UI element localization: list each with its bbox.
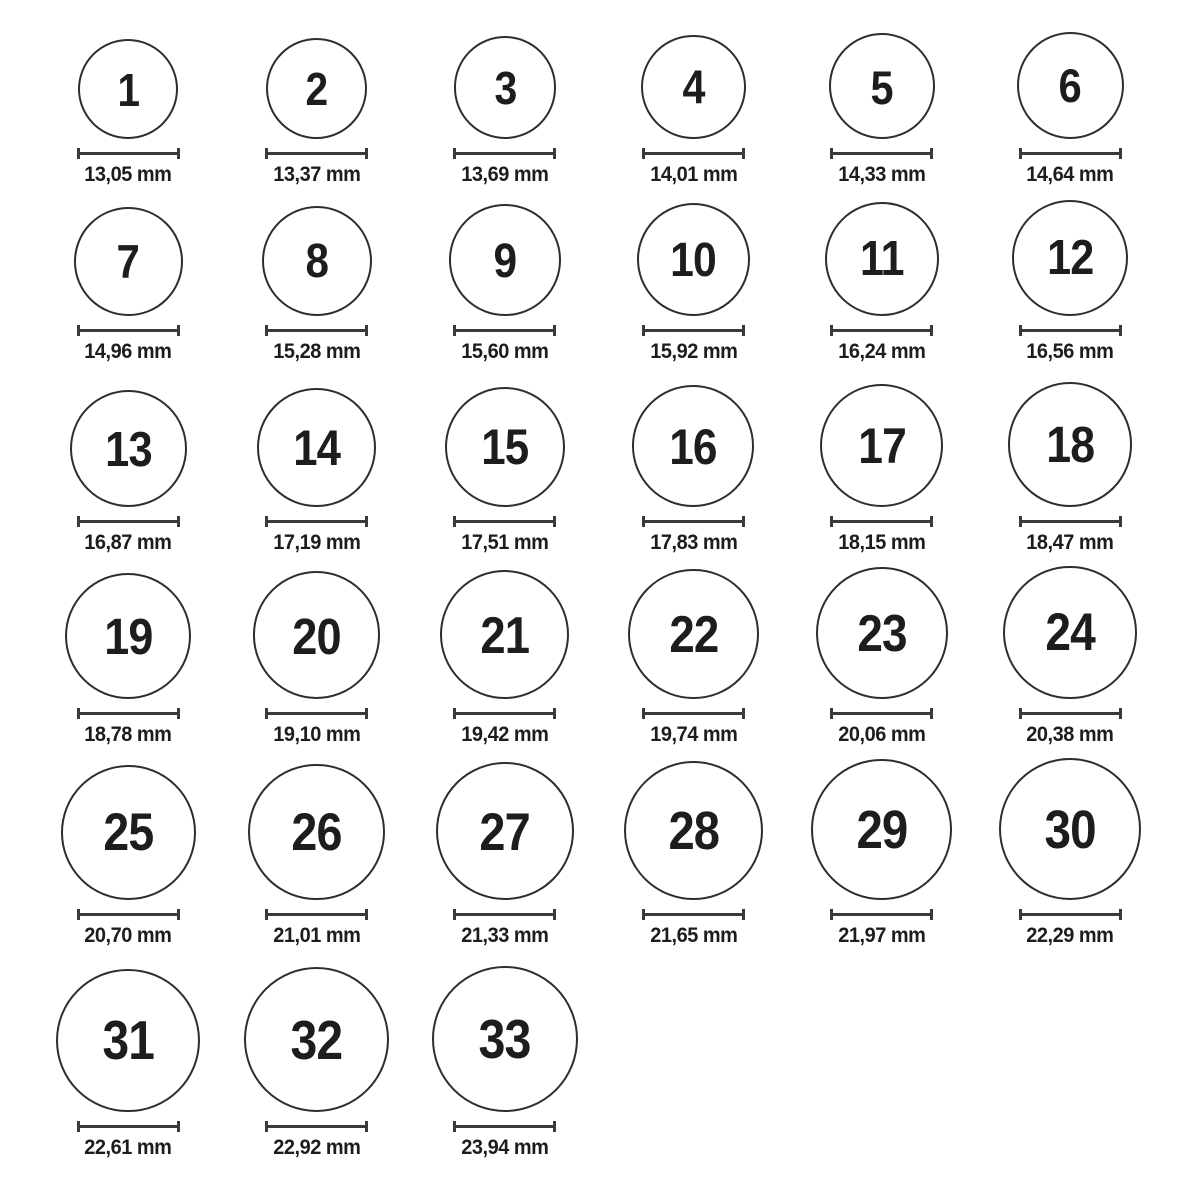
ring-cell xyxy=(411,204,599,364)
ring-cell xyxy=(788,384,976,555)
measure-end-tick-right xyxy=(930,325,933,336)
diameter-measure-bar xyxy=(1019,708,1122,719)
measure-line xyxy=(266,329,367,332)
ring-circle xyxy=(74,207,183,316)
ring-row xyxy=(0,364,1200,555)
ring-circle xyxy=(811,759,952,900)
ring-cell xyxy=(34,207,222,364)
ring-cell xyxy=(788,759,976,948)
measure-end-tick-right xyxy=(742,909,745,920)
diameter-label: 22,29 mm xyxy=(1026,924,1114,947)
diameter-measure-bar xyxy=(265,148,368,159)
ring-size-number: 19 xyxy=(104,608,153,666)
diameter-label: 22,92 mm xyxy=(273,1136,361,1159)
measure-line xyxy=(831,712,932,715)
diameter-measure-bar xyxy=(453,148,556,159)
measure-end-tick-right xyxy=(177,708,180,719)
diameter-measure-bar xyxy=(453,909,556,920)
diameter-label: 19,74 mm xyxy=(649,723,737,746)
measure-line xyxy=(266,1125,367,1128)
measure-end-tick-right xyxy=(553,148,556,159)
measure-line xyxy=(1020,712,1121,715)
ring-size-number: 7 xyxy=(116,235,140,289)
ring-cell xyxy=(411,36,599,187)
diameter-label: 17,51 mm xyxy=(461,531,549,554)
diameter-measure-bar xyxy=(265,1121,368,1132)
measure-end-tick-right xyxy=(553,325,556,336)
diameter-measure-bar xyxy=(830,708,933,719)
diameter-measure-bar xyxy=(1019,516,1122,527)
measure-end-tick-right xyxy=(365,909,368,920)
ring-circle xyxy=(262,206,372,316)
measure-end-tick-right xyxy=(365,325,368,336)
measure-line xyxy=(1020,329,1121,332)
diameter-label: 14,01 mm xyxy=(649,163,737,186)
measure-line xyxy=(831,152,932,155)
ring-size-number: 33 xyxy=(478,1008,531,1071)
ring-circle xyxy=(440,570,569,699)
measure-line xyxy=(1020,913,1121,916)
measure-end-tick-right xyxy=(742,148,745,159)
ring-cell xyxy=(788,567,976,747)
measure-end-tick-right xyxy=(177,325,180,336)
ring-circle xyxy=(432,966,578,1112)
diameter-label: 22,61 mm xyxy=(84,1136,172,1159)
ring-cell xyxy=(976,382,1164,555)
diameter-label: 13,05 mm xyxy=(84,163,172,186)
measure-line xyxy=(1020,520,1121,523)
diameter-label: 16,24 mm xyxy=(838,340,926,363)
measure-line xyxy=(454,520,555,523)
diameter-measure-bar xyxy=(265,909,368,920)
measure-line xyxy=(78,712,179,715)
diameter-measure-bar xyxy=(77,909,180,920)
diameter-label: 15,92 mm xyxy=(649,340,737,363)
measure-end-tick-right xyxy=(365,516,368,527)
ring-size-number: 31 xyxy=(102,1010,154,1072)
ring-cell xyxy=(411,570,599,747)
ring-size-number: 21 xyxy=(480,605,530,664)
ring-size-number: 6 xyxy=(1058,59,1082,113)
diameter-label: 18,15 mm xyxy=(838,531,926,554)
measure-line xyxy=(454,913,555,916)
measure-end-tick-right xyxy=(930,148,933,159)
measure-end-tick-right xyxy=(1119,325,1122,336)
diameter-label: 18,78 mm xyxy=(84,723,172,746)
diameter-measure-bar xyxy=(642,909,745,920)
measure-line xyxy=(78,520,179,523)
ring-circle xyxy=(61,765,196,900)
measure-end-tick-right xyxy=(930,708,933,719)
ring-cell xyxy=(599,761,787,948)
ring-size-number: 3 xyxy=(494,62,516,115)
ring-row xyxy=(0,948,1200,1160)
measure-end-tick-right xyxy=(553,909,556,920)
ring-cell xyxy=(34,390,222,555)
ring-row xyxy=(0,0,1200,187)
ring-circle xyxy=(1008,382,1133,507)
ring-size-number: 10 xyxy=(670,233,717,288)
ring-circle xyxy=(624,761,763,900)
measure-end-tick-right xyxy=(1119,708,1122,719)
ring-size-number: 20 xyxy=(292,607,341,665)
diameter-label: 23,94 mm xyxy=(461,1136,549,1159)
diameter-label: 14,64 mm xyxy=(1026,163,1114,186)
ring-circle xyxy=(820,384,943,507)
ring-circle xyxy=(445,387,565,507)
measure-end-tick-right xyxy=(365,708,368,719)
measure-end-tick-right xyxy=(553,708,556,719)
diameter-label: 21,33 mm xyxy=(461,924,549,947)
ring-cell xyxy=(788,202,976,365)
ring-cell xyxy=(411,966,599,1160)
diameter-label: 21,97 mm xyxy=(838,924,926,947)
diameter-measure-bar xyxy=(77,148,180,159)
diameter-measure-bar xyxy=(77,708,180,719)
ring-size-number: 30 xyxy=(1044,799,1096,860)
ring-cell xyxy=(976,200,1164,364)
ring-size-number: 15 xyxy=(481,418,529,475)
ring-cell xyxy=(222,206,410,364)
diameter-measure-bar xyxy=(642,148,745,159)
ring-circle xyxy=(248,764,384,900)
measure-line xyxy=(266,913,367,916)
diameter-measure-bar xyxy=(265,516,368,527)
measure-line xyxy=(78,152,179,155)
diameter-measure-bar xyxy=(830,516,933,527)
measure-line xyxy=(643,712,744,715)
diameter-measure-bar xyxy=(830,325,933,336)
diameter-label: 15,28 mm xyxy=(273,340,361,363)
measure-line xyxy=(78,1125,179,1128)
diameter-measure-bar xyxy=(830,909,933,920)
measure-line xyxy=(78,913,179,916)
measure-end-tick-right xyxy=(930,516,933,527)
ring-size-number: 32 xyxy=(290,1009,343,1072)
ring-circle xyxy=(454,36,557,139)
ring-cell xyxy=(34,765,222,948)
ring-circle xyxy=(266,38,367,139)
diameter-measure-bar xyxy=(1019,325,1122,336)
diameter-measure-bar xyxy=(642,325,745,336)
measure-line xyxy=(643,913,744,916)
measure-end-tick-right xyxy=(553,1121,556,1132)
measure-end-tick-right xyxy=(553,516,556,527)
ring-circle xyxy=(816,567,948,699)
measure-line xyxy=(831,520,932,523)
ring-circle xyxy=(628,569,758,699)
ring-cell xyxy=(599,203,787,364)
diameter-measure-bar xyxy=(1019,148,1122,159)
measure-line xyxy=(266,712,367,715)
ring-cell xyxy=(411,387,599,555)
diameter-label: 17,19 mm xyxy=(273,531,361,554)
diameter-label: 19,42 mm xyxy=(461,723,549,746)
ring-circle xyxy=(641,35,745,139)
diameter-measure-bar xyxy=(830,148,933,159)
measure-line xyxy=(266,152,367,155)
ring-circle xyxy=(1003,566,1136,699)
measure-end-tick-right xyxy=(177,1121,180,1132)
diameter-measure-bar xyxy=(453,1121,556,1132)
measure-line xyxy=(831,913,932,916)
measure-end-tick-right xyxy=(742,325,745,336)
measure-end-tick-right xyxy=(1119,148,1122,159)
ring-size-number: 16 xyxy=(669,419,718,476)
ring-size-number: 24 xyxy=(1045,604,1095,663)
diameter-measure-bar xyxy=(453,325,556,336)
diameter-label: 16,56 mm xyxy=(1026,340,1114,363)
ring-size-number: 28 xyxy=(668,801,719,861)
ring-cell xyxy=(976,758,1164,948)
ring-cell xyxy=(222,764,410,948)
measure-end-tick-right xyxy=(1119,909,1122,920)
ring-size-number: 13 xyxy=(104,421,152,477)
measure-end-tick-right xyxy=(177,148,180,159)
ring-cell xyxy=(222,38,410,187)
ring-cell xyxy=(34,573,222,747)
diameter-measure-bar xyxy=(1019,909,1122,920)
ring-cell xyxy=(976,566,1164,747)
ring-circle xyxy=(56,969,200,1113)
ring-size-number: 23 xyxy=(857,604,907,663)
diameter-measure-bar xyxy=(77,1121,180,1132)
ring-circle xyxy=(78,39,178,139)
ring-size-number: 18 xyxy=(1046,416,1095,474)
ring-circle xyxy=(1017,32,1124,139)
ring-size-number: 29 xyxy=(856,799,908,860)
ring-row xyxy=(0,187,1200,364)
ring-size-number: 11 xyxy=(859,232,904,287)
ring-cell xyxy=(599,385,787,555)
diameter-label: 16,87 mm xyxy=(84,531,172,554)
ring-size-number: 12 xyxy=(1046,231,1094,286)
ring-circle xyxy=(65,573,191,699)
diameter-measure-bar xyxy=(453,708,556,719)
diameter-label: 14,33 mm xyxy=(838,163,926,186)
diameter-label: 20,70 mm xyxy=(84,924,172,947)
measure-end-tick-right xyxy=(742,708,745,719)
measure-line xyxy=(454,1125,555,1128)
ring-row xyxy=(0,555,1200,747)
ring-size-number: 17 xyxy=(857,417,906,475)
diameter-measure-bar xyxy=(453,516,556,527)
diameter-measure-bar xyxy=(642,516,745,527)
diameter-label: 19,10 mm xyxy=(273,723,361,746)
ring-circle xyxy=(257,388,376,507)
measure-line xyxy=(831,329,932,332)
diameter-measure-bar xyxy=(77,516,180,527)
ring-circle xyxy=(1012,200,1128,316)
diameter-measure-bar xyxy=(642,708,745,719)
ring-size-number: 4 xyxy=(682,61,705,114)
ring-circle xyxy=(253,571,381,699)
measure-end-tick-right xyxy=(930,909,933,920)
ring-size-number: 8 xyxy=(305,234,328,288)
measure-line xyxy=(643,520,744,523)
ring-cell xyxy=(222,967,410,1160)
diameter-measure-bar xyxy=(77,325,180,336)
ring-size-number: 9 xyxy=(493,234,517,289)
measure-end-tick-right xyxy=(365,148,368,159)
ring-cell xyxy=(222,388,410,555)
measure-line xyxy=(454,712,555,715)
ring-circle xyxy=(637,203,750,316)
ring-cell xyxy=(976,32,1164,187)
diameter-label: 20,38 mm xyxy=(1026,723,1114,746)
diameter-label: 14,96 mm xyxy=(84,340,172,363)
measure-end-tick-right xyxy=(177,909,180,920)
ring-circle xyxy=(436,762,574,900)
measure-line xyxy=(454,329,555,332)
diameter-label: 21,01 mm xyxy=(273,924,361,947)
ring-cell xyxy=(599,569,787,747)
measure-line xyxy=(266,520,367,523)
measure-line xyxy=(78,329,179,332)
measure-line xyxy=(1020,152,1121,155)
ring-circle xyxy=(632,385,754,507)
measure-line xyxy=(643,329,744,332)
measure-line xyxy=(643,152,744,155)
ring-cell xyxy=(34,39,222,187)
ring-row xyxy=(0,747,1200,948)
diameter-measure-bar xyxy=(265,325,368,336)
ring-cell xyxy=(788,33,976,187)
ring-cell xyxy=(411,762,599,948)
ring-size-number: 2 xyxy=(305,63,328,116)
measure-end-tick-right xyxy=(742,516,745,527)
ring-size-number: 1 xyxy=(117,64,140,116)
measure-line xyxy=(454,152,555,155)
ring-circle xyxy=(244,967,389,1112)
ring-size-number: 22 xyxy=(668,604,718,663)
diameter-label: 17,83 mm xyxy=(649,531,737,554)
ring-circle xyxy=(829,33,935,139)
diameter-label: 13,69 mm xyxy=(461,163,549,186)
measure-end-tick-right xyxy=(365,1121,368,1132)
ring-cell xyxy=(222,571,410,747)
diameter-label: 15,60 mm xyxy=(461,340,549,363)
ring-size-number: 14 xyxy=(293,419,340,476)
measure-end-tick-right xyxy=(1119,516,1122,527)
diameter-label: 20,06 mm xyxy=(838,723,926,746)
ring-size-number: 26 xyxy=(291,803,342,863)
measure-end-tick-right xyxy=(177,516,180,527)
ring-circle xyxy=(825,202,940,317)
diameter-label: 13,37 mm xyxy=(273,163,361,186)
ring-cell xyxy=(599,35,787,187)
diameter-label: 18,47 mm xyxy=(1026,531,1114,554)
ring-circle xyxy=(70,390,187,507)
ring-size-number: 5 xyxy=(870,60,893,114)
ring-size-number: 25 xyxy=(103,803,154,863)
ring-circle xyxy=(449,204,561,316)
ring-cell xyxy=(34,969,222,1161)
ring-size-number: 27 xyxy=(479,802,531,862)
ring-circle xyxy=(999,758,1141,900)
diameter-label: 21,65 mm xyxy=(649,924,737,947)
diameter-measure-bar xyxy=(265,708,368,719)
